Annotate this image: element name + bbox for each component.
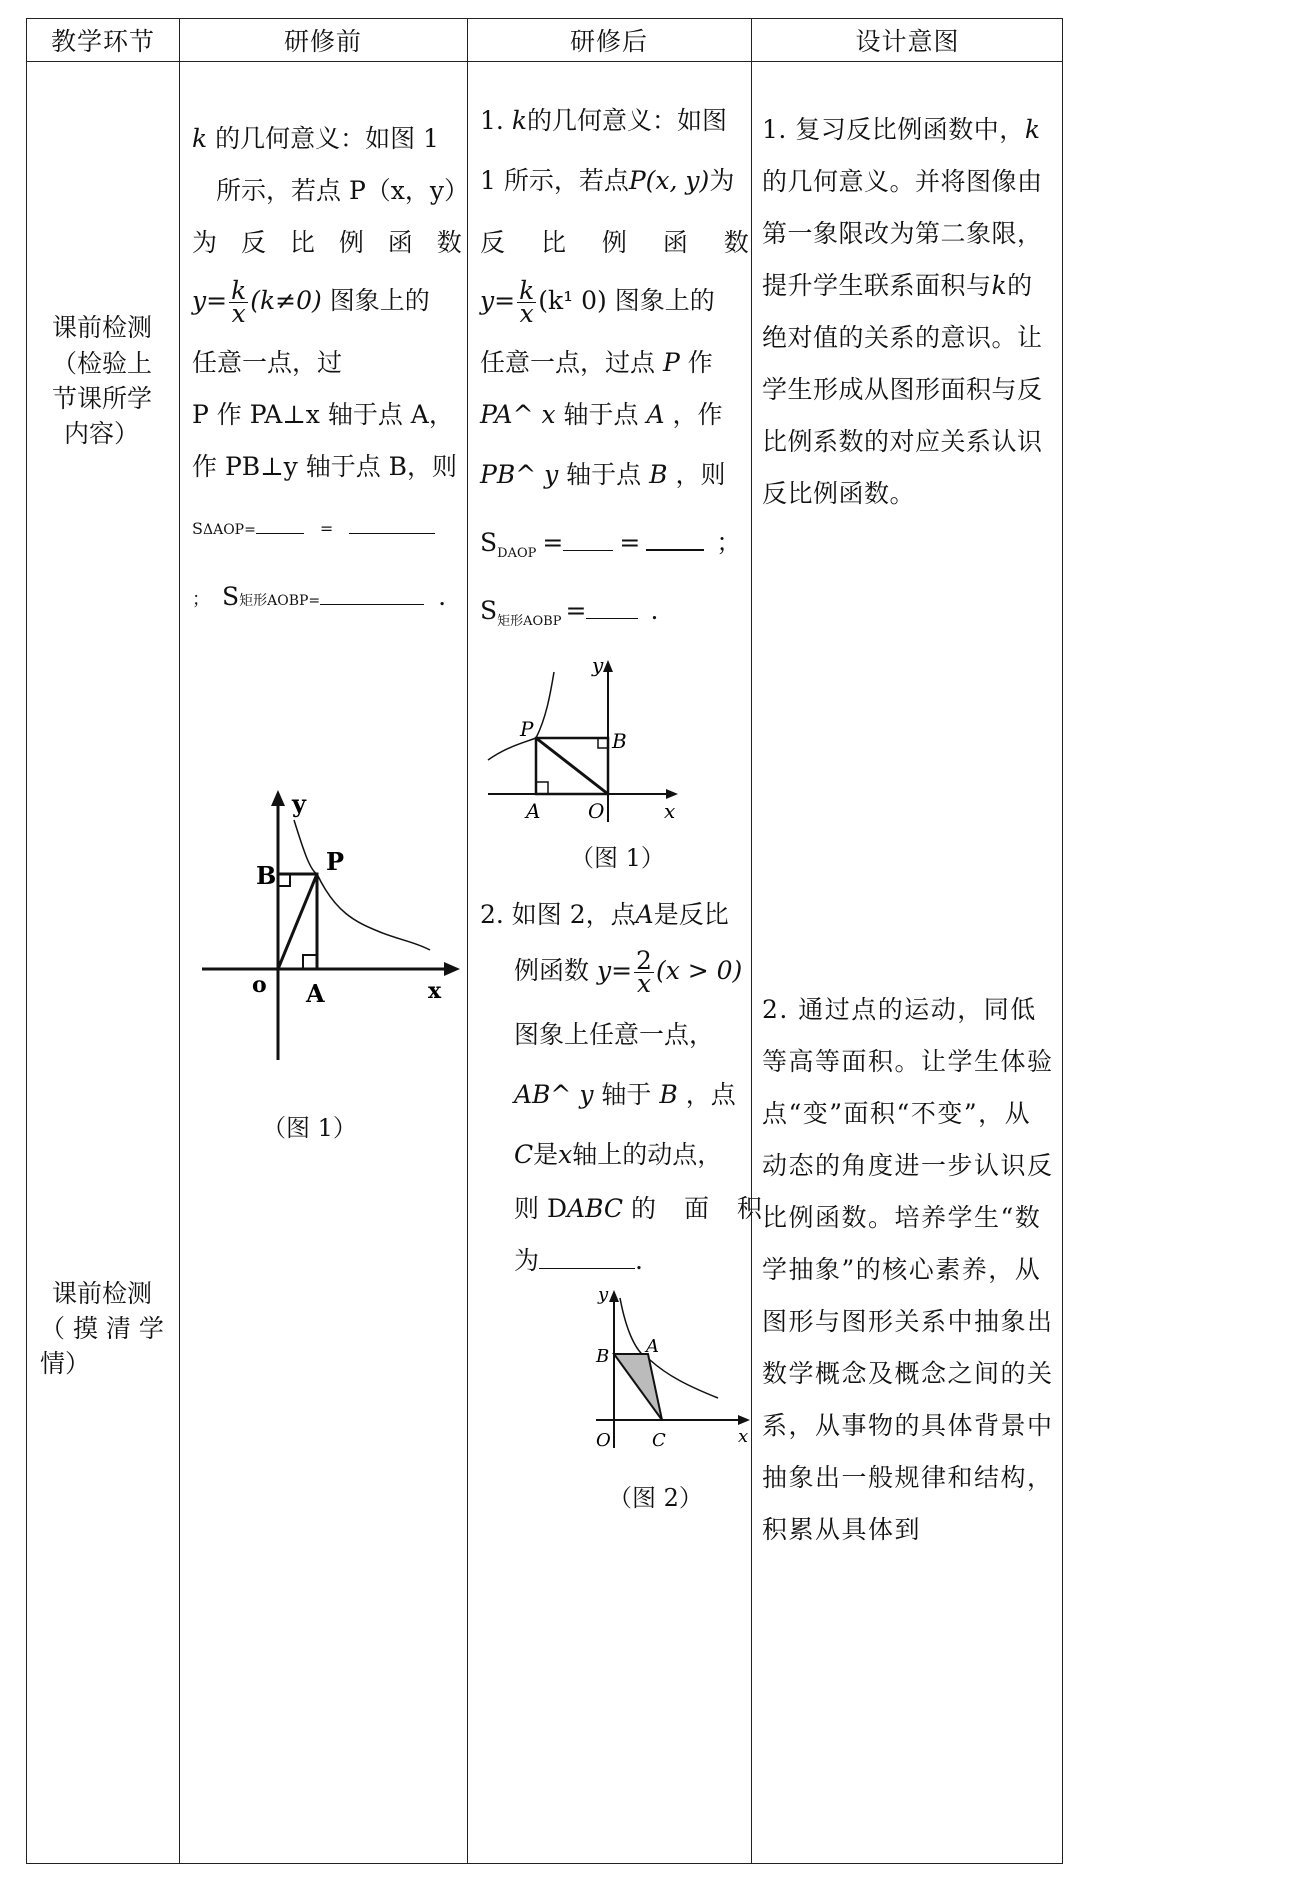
text: . <box>438 582 447 611</box>
figure-1-before <box>190 782 470 1072</box>
point-label-p: P <box>520 717 534 741</box>
after-text-line <box>480 106 727 136</box>
math-expr: PB^ y <box>480 460 559 489</box>
point-label-a: A <box>306 979 325 1008</box>
text: 1. 复习反比例函数中， <box>762 115 1025 144</box>
math-var: A <box>646 400 665 429</box>
after-area-line <box>480 596 658 637</box>
text: 图象上的 <box>329 286 430 315</box>
text: 为 <box>514 1246 540 1275</box>
math-expr: AB^ y <box>514 1080 594 1109</box>
answer-blank[interactable] <box>539 1268 635 1269</box>
after-text-line <box>514 1246 643 1276</box>
before-text-line: 所示，若点 P（x，y） <box>216 176 469 205</box>
math-var: B <box>659 1080 678 1109</box>
math-op: = <box>542 528 564 557</box>
after-text-line <box>480 460 725 490</box>
header-after-training: 研修后 <box>569 27 648 56</box>
numerator: k <box>519 276 535 305</box>
fraction <box>634 946 654 998</box>
numerator: 2 <box>636 946 652 975</box>
math-op: = <box>494 286 516 315</box>
axis-label-x: x <box>738 1426 749 1447</box>
stage2-line: 情） <box>40 1349 91 1378</box>
text: ； <box>716 528 742 557</box>
text: S <box>192 519 203 538</box>
after-text-line <box>514 1140 722 1170</box>
column-divider <box>751 19 752 1863</box>
fraction <box>517 276 536 328</box>
before-formula-line <box>192 276 430 328</box>
column-divider <box>179 19 180 1863</box>
text: 例函数 <box>514 956 590 985</box>
math-var: k <box>991 271 1008 300</box>
math-expr: PA^ x <box>480 400 556 429</box>
text: 为 <box>709 166 735 195</box>
text: ； <box>192 589 210 610</box>
math-condition: (x > 0) <box>655 956 743 985</box>
text: 是反比 <box>653 900 729 929</box>
answer-blank[interactable] <box>646 549 704 551</box>
text: 图象上的 <box>614 286 715 315</box>
stage1-line: 课前检测 <box>52 313 153 342</box>
math-op: = <box>565 596 587 625</box>
text: 2. 如图 2，点 <box>480 900 636 929</box>
point-label-b: B <box>256 861 277 890</box>
after-text-line: 反 比 例 函 数 <box>480 228 763 257</box>
after-text-line <box>480 900 729 930</box>
text: 轴于点 <box>566 460 642 489</box>
before-text-line <box>192 124 439 154</box>
header-before-training: 研修前 <box>283 27 362 56</box>
text: 的 面 积 <box>631 1194 772 1223</box>
text: 1 所示，若点 <box>480 166 629 195</box>
text: 的几何意义：如图 <box>526 106 727 135</box>
figure-2-caption: （图 2） <box>608 1484 703 1512</box>
point-label-a: A <box>526 799 541 823</box>
math-op: = <box>611 956 633 985</box>
text: 轴上的动点， <box>572 1140 723 1169</box>
figure-2-after <box>588 1280 758 1460</box>
math-condition: (k≠0) <box>250 286 322 315</box>
math-var: k <box>192 124 208 153</box>
after-area-line <box>480 528 741 569</box>
before-area-line <box>192 582 446 616</box>
math-var: B <box>649 460 668 489</box>
stage1-line: （检验上 <box>52 349 153 378</box>
text: 作 <box>687 348 713 377</box>
point-label-b: B <box>612 729 627 753</box>
figure-1-caption: （图 1） <box>262 1114 357 1142</box>
answer-blank[interactable] <box>563 550 613 551</box>
text: . <box>635 1246 643 1275</box>
math-var: P <box>662 348 680 377</box>
math-var: y <box>596 956 612 985</box>
text: 轴于 <box>601 1080 652 1109</box>
math-var: k <box>511 106 527 135</box>
text: 轴于点 <box>563 400 639 429</box>
fraction <box>229 276 248 328</box>
after-text-line <box>514 1194 772 1224</box>
after-formula-line <box>514 946 743 998</box>
after-formula-line <box>480 276 715 328</box>
after-text-line <box>480 400 723 430</box>
after-text-line <box>480 348 713 378</box>
point-label-o: o <box>252 972 267 998</box>
text: S <box>480 528 498 557</box>
denominator: x <box>231 299 246 328</box>
math-op: = <box>319 519 334 538</box>
text: 的几何意义：如图 1 <box>215 124 439 153</box>
before-text-line: 作 PB⊥y 轴于点 B，则 <box>192 452 458 481</box>
stage1-line: 内容） <box>64 419 140 448</box>
math-var: y <box>480 286 495 315</box>
axis-label-x: x <box>664 799 676 823</box>
point-label-b: B <box>596 1346 610 1367</box>
point-label-o: O <box>588 799 605 823</box>
before-area-line <box>192 514 435 545</box>
axis-label-y: y <box>292 789 306 818</box>
math-op: = <box>206 286 228 315</box>
header-divider <box>27 61 1062 62</box>
denominator: x <box>519 299 534 328</box>
axis-label-x: x <box>428 978 442 1004</box>
text: 的几何意义。并将图像由第一象限改为第二象限，提升学生联系面积与 <box>762 167 1043 300</box>
math-var: ABC <box>567 1194 624 1223</box>
text: ，作 <box>672 400 723 429</box>
before-text-line: 为 反 比 例 函 数 <box>192 228 470 257</box>
text: 任意一点，过点 <box>480 348 656 377</box>
math-var: D <box>546 1194 568 1223</box>
stage1-line: 节课所学 <box>52 384 153 413</box>
text: 是 <box>533 1140 559 1169</box>
denominator: x <box>636 969 652 998</box>
axis-label-y: y <box>598 1284 609 1305</box>
answer-blank[interactable] <box>256 533 304 534</box>
math-var: x <box>558 1140 573 1169</box>
stage2-line: （ 摸 清 学 <box>40 1314 164 1343</box>
header-teaching-stage: 教学环节 <box>50 27 155 56</box>
math-op: = <box>619 528 641 557</box>
math-var: k <box>1024 115 1041 144</box>
math-var: C <box>514 1140 534 1169</box>
text: 1. <box>480 106 504 135</box>
point-label-o: O <box>596 1430 611 1451</box>
after-text-line <box>480 166 734 196</box>
axis-label-y: y <box>592 653 604 677</box>
point-label-p: P <box>326 847 345 876</box>
subscript: 矩形AOBP <box>497 614 562 629</box>
design-intent-paragraph-2: 2. 通过点的运动，同低等高等面积。让学生体验点“变”面积“不变”，从动态的角度进一步认识反比例函数。培养学生“数学抽象”的核心素养，从图形与图形关系中抽象出数学概念及概念之间的关系，从事物的具体背景中抽象出一般规律和结构，积累从具体到 <box>762 995 1054 1544</box>
figure-1-after <box>484 650 684 830</box>
subscript: ΔAOP= <box>202 522 256 538</box>
after-text-line <box>514 1080 736 1110</box>
numerator: k <box>231 276 247 305</box>
header-design-intent: 设计意图 <box>855 27 960 56</box>
text: 的绝对值的关系的意识。让学生形成从图形面积与反比例系数的对应关系认识反比例函数。 <box>762 271 1043 508</box>
text: S <box>222 582 240 611</box>
before-text-line: 任意一点，过 <box>192 348 343 377</box>
text: ，点 <box>685 1080 736 1109</box>
math-var: A <box>635 900 654 929</box>
math-var: y <box>192 286 207 315</box>
stage2-line: 课前检测 <box>52 1279 153 1308</box>
point-label-a: A <box>646 1336 659 1357</box>
figure-1-caption: （图 1） <box>570 844 665 872</box>
point-label-c: C <box>652 1430 666 1451</box>
design-intent-paragraph-1 <box>762 104 1054 520</box>
math-condition: (k¹ 0) <box>538 286 607 315</box>
after-text-line: 图象上任意一点， <box>514 1020 715 1049</box>
subscript: DAOP <box>497 546 537 561</box>
text: S <box>480 596 498 625</box>
text: . <box>650 596 659 625</box>
answer-blank[interactable] <box>586 618 638 619</box>
text: ，则 <box>675 460 726 489</box>
math-point: P(x, y) <box>628 166 710 195</box>
before-text-line: P 作 PA⊥x 轴于点 A， <box>192 400 454 429</box>
answer-blank[interactable] <box>349 533 435 534</box>
text: 则 <box>514 1194 540 1223</box>
answer-blank[interactable] <box>320 604 424 605</box>
subscript: 矩形AOBP= <box>239 593 321 609</box>
